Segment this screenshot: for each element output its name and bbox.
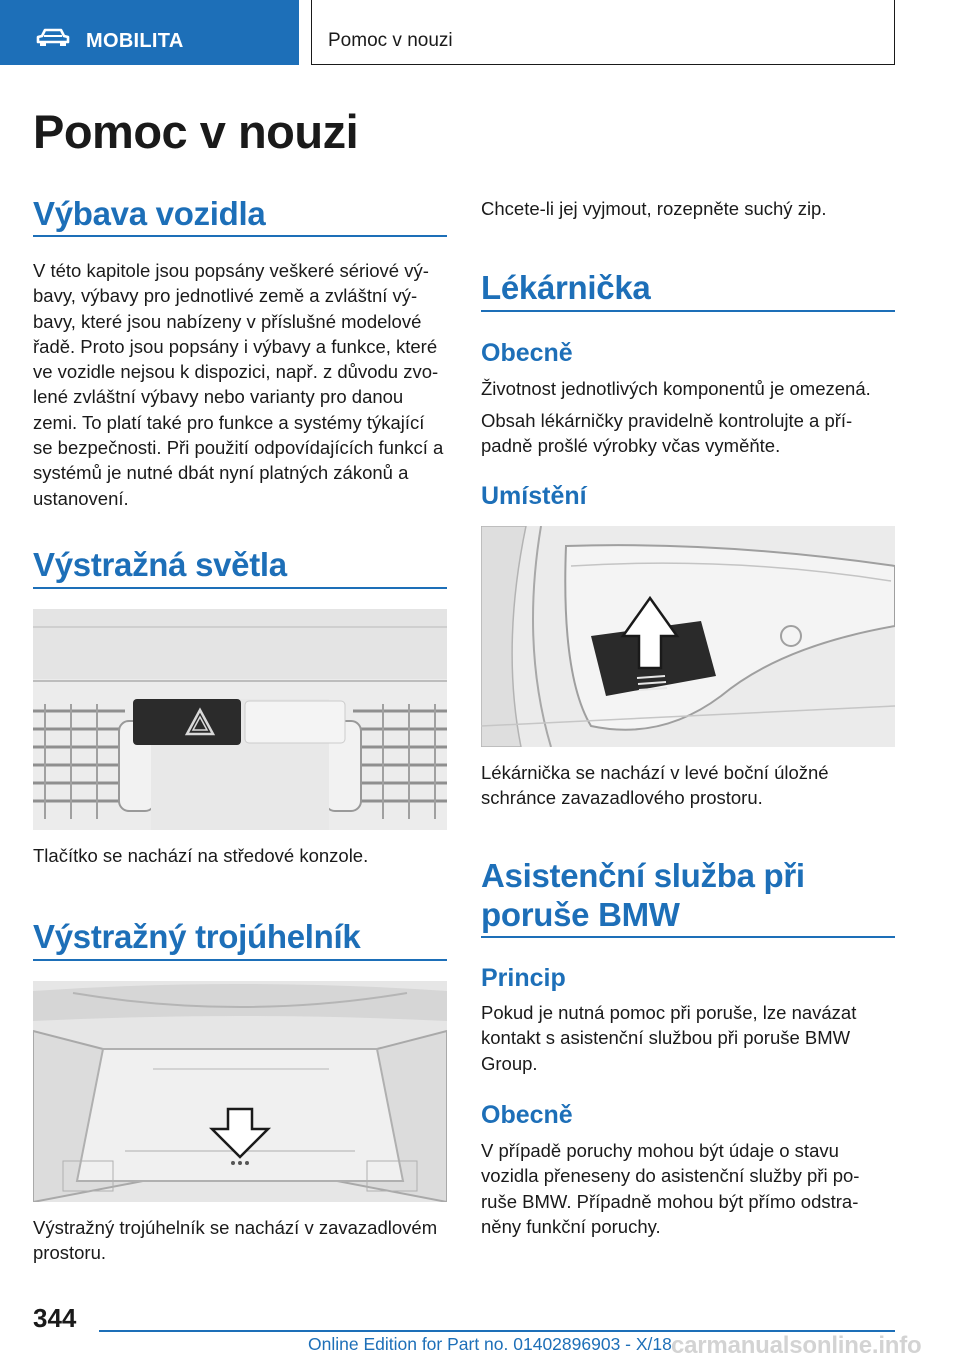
heading-rule (481, 936, 895, 938)
chapter-tab (0, 0, 299, 65)
obecne-paragraph-2: Obsah lékárničky pravidelně kontrolujte a pří‐ padně prošlé výrobky včas vyměňte. (481, 410, 853, 457)
heading-asistencni-sluzba: Asistenční služba při poruše BMW (481, 857, 805, 933)
subheading-obecne: Obecně (481, 339, 573, 367)
zip-instruction: Chcete-li jej vyjmout, rozepněte suchý zip. (481, 198, 827, 219)
subheading-umisteni: Umístění (481, 482, 587, 510)
page-number: 344 (33, 1303, 77, 1333)
topic-tab (311, 0, 895, 65)
heading-rule (33, 587, 447, 589)
trojuhelnik-caption: Výstražný trojúhelník se nachází v zavazadlovém prostoru. (33, 1217, 438, 1264)
lekarnicka-caption: Lékárnička se nachází v levé boční úložné schránce zavazadlového prostoru. (481, 762, 829, 809)
heading-vystrazny-trojuhelnik: Výstražný trojúhelník (33, 918, 361, 955)
subheading-princip: Princip (481, 964, 566, 992)
watermark: carmanualsonline.info (671, 1332, 922, 1359)
svetla-caption: Tlačítko se nachází na středové konzole. (33, 845, 369, 866)
edition-info: Online Edition for Part no. 01402896903 - X/18 (308, 1334, 672, 1354)
subheading-obecne-asistence: Obecně (481, 1101, 573, 1129)
heading-vystrazna-svetla: Výstražná světla (33, 546, 287, 583)
first-aid-kit-figure (481, 526, 895, 747)
car-icon (36, 28, 70, 48)
princip-paragraph: Pokud je nutná pomoc při poruše, lze navázat kontakt s asistenční službou při poruše BMW Group. (481, 1002, 857, 1074)
asistence-obecne-paragraph: V případě poruchy mohou být údaje o stavu vozidla přeneseny do asistenční služby při po‐ ruše BMW. Případně mohou být přímo odstra‐ něny funkční poruchy. (481, 1140, 860, 1237)
obecne-paragraph-1: Životnost jednotlivých komponentů je omezená. (481, 378, 871, 399)
heading-rule (33, 235, 447, 237)
topic-label: Pomoc v nouzi (328, 30, 453, 51)
vybava-paragraph: V této kapitole jsou popsány veškeré sériové vý‐ bavy, výbavy pro jednotlivé země a zvláštní vý‐ bavy, které jsou nabízeny v příslušné modelové řadě. Proto jsou popsány i výbavy a funkce, které ve vozidle nejsou k dispozici, např. z důvodu zvo‐ lené zvláštní výbavy nebo varianty pro danou zemi. To platí také pro funkce a systémy týkající se bezpečnosti. Při použití odpovídajících funkcí a systémů je nutné dbát nyní platných zákonů a ustanovení. (33, 260, 444, 509)
hazard-button-figure (33, 609, 447, 830)
heading-rule (33, 959, 447, 961)
page-title: Pomoc v nouzi (33, 105, 359, 158)
trunk-triangle-figure (33, 981, 447, 1202)
chapter-label: MOBILITA (86, 30, 184, 52)
heading-rule (481, 310, 895, 312)
heading-vybava-vozidla: Výbava vozidla (33, 195, 266, 232)
heading-lekarnicka: Lékárnička (481, 269, 651, 306)
